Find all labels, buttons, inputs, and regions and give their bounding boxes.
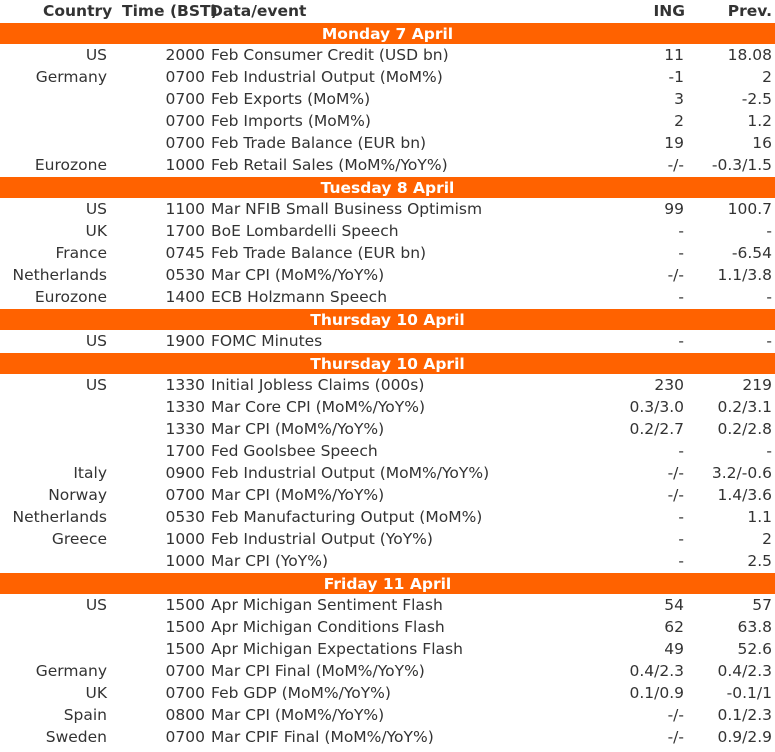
cell-ing: - [678, 288, 684, 306]
cell-time: 0700 [165, 728, 205, 746]
cell-prev: 3.2/-0.6 [711, 464, 772, 482]
cell-time: 0900 [165, 464, 205, 482]
cell-prev: 1.4/3.6 [717, 486, 772, 504]
table-row [0, 726, 775, 748]
cell-event: Mar CPI (MoM%/YoY%) [211, 706, 385, 724]
header-ing: ING [653, 2, 685, 20]
cell-event: Initial Jobless Claims (000s) [211, 376, 425, 394]
table-row [0, 704, 775, 726]
cell-time: 1100 [165, 200, 205, 218]
section-header: Thursday 10 April [0, 352, 775, 374]
cell-event: Mar NFIB Small Business Optimism [211, 200, 483, 218]
cell-event: Mar CPI (MoM%/YoY%) [211, 420, 385, 438]
cell-country: Netherlands [12, 508, 107, 526]
cell-prev: 1.1/3.8 [717, 266, 772, 284]
cell-event: Feb Industrial Output (MoM%) [211, 68, 443, 86]
cell-ing: 2 [674, 112, 684, 130]
section-header: Thursday 10 April [0, 308, 775, 330]
table-row [0, 330, 775, 352]
cell-ing: - [678, 332, 684, 350]
cell-country: Germany [35, 68, 107, 86]
cell-prev: - [766, 442, 772, 460]
table-row [0, 418, 775, 440]
cell-country: UK [85, 222, 107, 240]
cell-event: Mar CPI (YoY%) [211, 552, 329, 570]
cell-prev: 0.9/2.9 [717, 728, 772, 746]
cell-time: 0530 [165, 508, 205, 526]
cell-ing: -/- [667, 156, 684, 174]
cell-time: 1900 [165, 332, 205, 350]
cell-time: 0745 [165, 244, 205, 262]
cell-country: Italy [73, 464, 107, 482]
cell-country: US [85, 200, 107, 218]
table-row [0, 396, 775, 418]
cell-time: 1700 [165, 222, 205, 240]
cell-prev: - [766, 222, 772, 240]
cell-prev: 18.08 [727, 46, 772, 64]
cell-ing: 230 [654, 376, 684, 394]
cell-prev: 16 [752, 134, 772, 152]
table-row [0, 132, 775, 154]
table-row [0, 682, 775, 704]
cell-ing: 0.4/2.3 [629, 662, 684, 680]
cell-time: 1000 [165, 530, 205, 548]
table-row [0, 220, 775, 242]
cell-event: Feb Industrial Output (YoY%) [211, 530, 433, 548]
table-row [0, 594, 775, 616]
section-header: Tuesday 8 April [0, 176, 775, 198]
table-row [0, 88, 775, 110]
cell-prev: 2.5 [747, 552, 772, 570]
table-row [0, 264, 775, 286]
cell-ing: 11 [664, 46, 684, 64]
header-country: Country [43, 2, 113, 20]
table-row [0, 484, 775, 506]
cell-ing: - [678, 530, 684, 548]
cell-event: Apr Michigan Conditions Flash [211, 618, 445, 636]
table-row [0, 374, 775, 396]
cell-ing: 19 [664, 134, 684, 152]
cell-time: 0700 [165, 684, 205, 702]
cell-time: 1330 [165, 376, 205, 394]
cell-country: US [85, 332, 107, 350]
cell-prev: -2.5 [741, 90, 772, 108]
cell-prev: - [766, 288, 772, 306]
cell-event: Feb Trade Balance (EUR bn) [211, 134, 427, 152]
cell-country: Eurozone [34, 156, 107, 174]
cell-prev: 63.8 [737, 618, 772, 636]
cell-ing: -/- [667, 728, 684, 746]
table-row [0, 616, 775, 638]
cell-ing: 49 [664, 640, 684, 658]
cell-ing: - [678, 244, 684, 262]
cell-ing: -/- [667, 706, 684, 724]
cell-country: Netherlands [12, 266, 107, 284]
cell-event: Fed Goolsbee Speech [211, 442, 378, 460]
table-row [0, 660, 775, 682]
cell-ing: 62 [664, 618, 684, 636]
cell-event: Mar CPI (MoM%/YoY%) [211, 486, 385, 504]
cell-ing: 0.3/3.0 [629, 398, 684, 416]
cell-event: Feb Industrial Output (MoM%/YoY%) [211, 464, 490, 482]
cell-time: 0530 [165, 266, 205, 284]
cell-ing: -1 [668, 68, 684, 86]
cell-time: 1500 [165, 596, 205, 614]
table-row [0, 286, 775, 308]
cell-prev: -0.1/1 [726, 684, 772, 702]
cell-ing: 54 [664, 596, 684, 614]
header-event: Data/event [210, 2, 307, 20]
cell-time: 0700 [165, 134, 205, 152]
cell-country: Eurozone [34, 288, 107, 306]
cell-prev: -0.3/1.5 [711, 156, 772, 174]
cell-time: 1000 [165, 552, 205, 570]
table-row [0, 550, 775, 572]
cell-time: 0700 [165, 662, 205, 680]
cell-event: Feb Exports (MoM%) [211, 90, 371, 108]
table-body [0, 22, 775, 748]
cell-country: US [85, 46, 107, 64]
cell-ing: -/- [667, 464, 684, 482]
cell-prev: 52.6 [737, 640, 772, 658]
cell-event: Apr Michigan Expectations Flash [211, 640, 463, 658]
table-row [0, 506, 775, 528]
table-row [0, 198, 775, 220]
cell-ing: - [678, 442, 684, 460]
cell-event: ECB Holzmann Speech [211, 288, 388, 306]
cell-time: 1700 [165, 442, 205, 460]
cell-country: France [55, 244, 107, 262]
cell-event: Feb Imports (MoM%) [211, 112, 371, 130]
cell-time: 0700 [165, 68, 205, 86]
cell-ing: - [678, 552, 684, 570]
cell-prev: -6.54 [731, 244, 772, 262]
cell-country: Greece [51, 530, 107, 548]
cell-event: Feb Manufacturing Output (MoM%) [211, 508, 483, 526]
cell-prev: 100.7 [727, 200, 772, 218]
cell-event: Feb Consumer Credit (USD bn) [211, 46, 449, 64]
section-header: Friday 11 April [0, 572, 775, 594]
cell-time: 2000 [165, 46, 205, 64]
cell-event: Mar CPI Final (MoM%/YoY%) [211, 662, 425, 680]
cell-event: Feb Trade Balance (EUR bn) [211, 244, 427, 262]
cell-prev: 57 [752, 596, 772, 614]
cell-time: 1000 [165, 156, 205, 174]
cell-event: Mar CPIF Final (MoM%/YoY%) [211, 728, 434, 746]
cell-time: 0700 [165, 90, 205, 108]
cell-event: FOMC Minutes [211, 332, 323, 350]
cell-time: 1330 [165, 398, 205, 416]
cell-prev: - [766, 332, 772, 350]
cell-ing: -/- [667, 486, 684, 504]
cell-prev: 0.1/2.3 [717, 706, 772, 724]
cell-ing: 3 [674, 90, 684, 108]
table-row [0, 110, 775, 132]
cell-time: 1330 [165, 420, 205, 438]
cell-country: US [85, 596, 107, 614]
cell-ing: 99 [664, 200, 684, 218]
cell-prev: 2 [762, 530, 772, 548]
cell-prev: 2 [762, 68, 772, 86]
cell-prev: 0.4/2.3 [717, 662, 772, 680]
cell-country: UK [85, 684, 107, 702]
section-header: Monday 7 April [0, 22, 775, 44]
table-header [0, 0, 775, 22]
header-prev: Prev. [727, 2, 772, 20]
cell-prev: 1.1 [747, 508, 772, 526]
cell-prev: 219 [742, 376, 772, 394]
cell-country: Germany [35, 662, 107, 680]
cell-event: BoE Lombardelli Speech [211, 222, 399, 240]
cell-country: Spain [63, 706, 107, 724]
cell-prev: 0.2/2.8 [717, 420, 772, 438]
cell-event: Mar CPI (MoM%/YoY%) [211, 266, 385, 284]
table-row [0, 154, 775, 176]
table-row [0, 44, 775, 66]
cell-ing: - [678, 222, 684, 240]
cell-time: 1500 [165, 618, 205, 636]
table-row [0, 638, 775, 660]
cell-country: Sweden [45, 728, 107, 746]
cell-time: 0700 [165, 486, 205, 504]
cell-time: 0700 [165, 112, 205, 130]
cell-ing: 0.1/0.9 [629, 684, 684, 702]
cell-event: Feb GDP (MoM%/YoY%) [211, 684, 391, 702]
cell-ing: - [678, 508, 684, 526]
cell-event: Mar Core CPI (MoM%/YoY%) [211, 398, 426, 416]
cell-time: 1500 [165, 640, 205, 658]
cell-event: Feb Retail Sales (MoM%/YoY%) [211, 156, 448, 174]
cell-ing: -/- [667, 266, 684, 284]
table-row [0, 242, 775, 264]
cell-ing: 0.2/2.7 [629, 420, 684, 438]
cell-country: US [85, 376, 107, 394]
cell-prev: 1.2 [747, 112, 772, 130]
cell-time: 0800 [165, 706, 205, 724]
header-time: Time (BST) [122, 2, 218, 20]
table-row [0, 66, 775, 88]
cell-event: Apr Michigan Sentiment Flash [211, 596, 443, 614]
table-row [0, 440, 775, 462]
cell-country: Norway [48, 486, 107, 504]
cell-prev: 0.2/3.1 [717, 398, 772, 416]
table-row [0, 462, 775, 484]
table-row [0, 528, 775, 550]
cell-time: 1400 [165, 288, 205, 306]
